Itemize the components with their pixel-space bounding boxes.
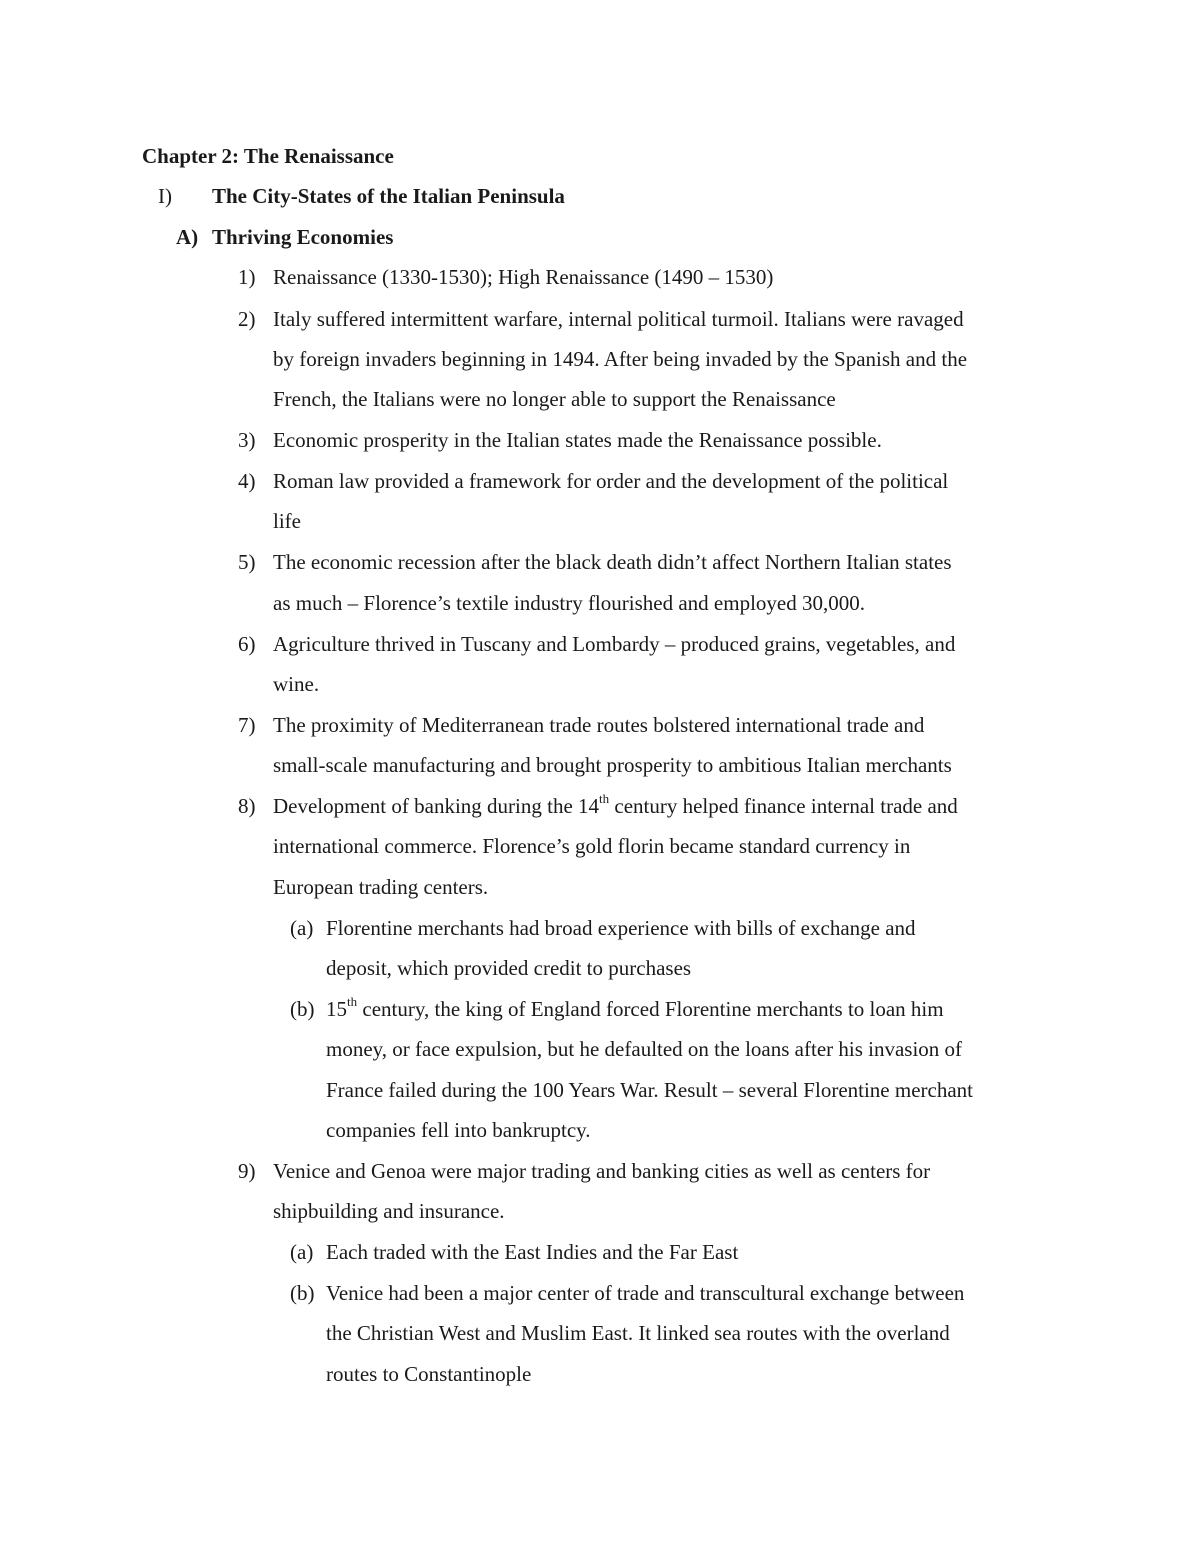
list-item-text (273, 791, 958, 818)
list-item-text: European trading centers. (273, 875, 489, 899)
list-item-text: Economic prosperity in the Italian states made the Renaissance possible. (273, 428, 882, 452)
list-item-text: Roman law provided a framework for order and the development of the political (273, 469, 949, 493)
list-item-text: life (273, 509, 301, 533)
list-item-marker: 1) (238, 265, 256, 289)
sub-item-text: companies fell into bankruptcy. (326, 1118, 591, 1142)
section-title: The City-States of the Italian Peninsula (212, 184, 565, 208)
list-item-text: shipbuilding and insurance. (273, 1199, 505, 1223)
list-item-text: Italy suffered intermittent warfare, internal political turmoil. Italians were ravaged (273, 307, 964, 331)
list-item-marker: 9) (238, 1159, 256, 1183)
list-item-marker: 3) (238, 428, 256, 452)
sub-item-marker: (b) (290, 1281, 315, 1305)
list-item-text: French, the Italians were no longer able to support the Renaissance (273, 387, 836, 411)
list-item-text: wine. (273, 672, 320, 696)
list-item-text: The economic recession after the black death didn’t affect Northern Italian states (273, 550, 952, 574)
chapter-title: Chapter 2: The Renaissance (142, 144, 394, 168)
list-item-marker: 7) (238, 713, 256, 737)
list-item-marker: 6) (238, 632, 256, 656)
subsection-title: Thriving Economies (212, 225, 394, 249)
text-fragment: century helped finance internal trade and (609, 794, 958, 818)
section-marker: I) (158, 184, 172, 208)
sub-item-text: Venice had been a major center of trade and transcultural exchange between (326, 1281, 965, 1305)
ordinal-superscript: th (347, 994, 358, 1009)
list-item-text: Venice and Genoa were major trading and banking cities as well as centers for (273, 1159, 931, 1183)
sub-item-text: money, or face expulsion, but he defaulted on the loans after his invasion of (326, 1037, 963, 1061)
list-item-text: international commerce. Florence’s gold florin became standard currency in (273, 834, 911, 858)
ordinal-superscript: th (599, 791, 610, 806)
sub-item-marker: (a) (290, 1240, 314, 1264)
list-item-text: by foreign invaders beginning in 1494. After being invaded by the Spanish and the (273, 347, 968, 371)
list-item-text: Agriculture thrived in Tuscany and Lombardy – produced grains, vegetables, and (273, 632, 956, 656)
sub-item-text: Each traded with the East Indies and the Far East (326, 1240, 739, 1264)
sub-item-text: the Christian West and Muslim East. It linked sea routes with the overland (326, 1321, 950, 1345)
text-fragment: 15 (326, 997, 347, 1021)
subsection-marker: A) (176, 225, 199, 249)
sub-item-marker: (b) (290, 997, 315, 1021)
list-item-marker: 4) (238, 469, 256, 493)
list-item-text: Renaissance (1330-1530); High Renaissance (1490 – 1530) (273, 265, 774, 289)
text-fragment: Development of banking during the 14 (273, 794, 600, 818)
list-item-text: as much – Florence’s textile industry flourished and employed 30,000. (273, 591, 865, 615)
sub-item-marker: (a) (290, 916, 314, 940)
list-item-text: The proximity of Mediterranean trade routes bolstered international trade and (273, 713, 925, 737)
text-fragment: century, the king of England forced Florentine merchants to loan him (357, 997, 944, 1021)
sub-item-text: France failed during the 100 Years War. Result – several Florentine merchant (326, 1078, 974, 1102)
sub-item-text (326, 994, 944, 1021)
list-item-marker: 8) (238, 794, 256, 818)
sub-item-text: Florentine merchants had broad experience with bills of exchange and (326, 916, 916, 940)
list-item-marker: 5) (238, 550, 256, 574)
list-item-text: small-scale manufacturing and brought prosperity to ambitious Italian merchants (273, 753, 952, 777)
list-item-marker: 2) (238, 307, 256, 331)
sub-item-text: routes to Constantinople (326, 1362, 532, 1386)
sub-item-text: deposit, which provided credit to purchases (326, 956, 692, 980)
